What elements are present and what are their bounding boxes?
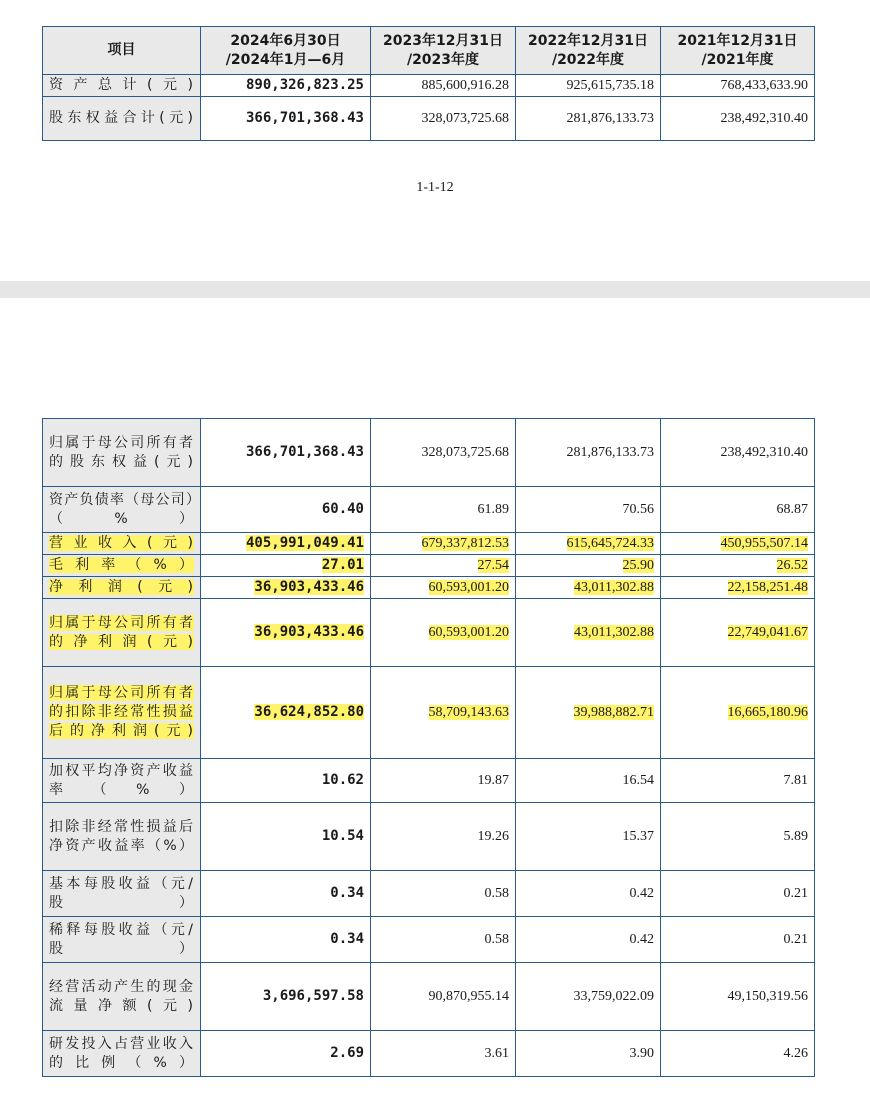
cell-value-text: 3,696,597.58 [262, 988, 364, 1004]
row-label-text: 加权平均净资产收益率（%） [49, 762, 194, 798]
financial-summary-table-top [42, 26, 815, 141]
cell-value: 281,876,133.73 [516, 97, 661, 141]
table-row [43, 803, 815, 871]
header-period: /2023年度 [406, 51, 480, 68]
cell-value-text: 2.69 [330, 1045, 364, 1061]
cell-value [201, 667, 371, 759]
cell-value: 328,073,725.68 [371, 97, 516, 141]
cell-value [371, 917, 516, 963]
cell-value [516, 963, 661, 1031]
cell-value [201, 963, 371, 1031]
table-row [43, 1031, 815, 1077]
header-col-2024 [201, 27, 371, 75]
row-label [43, 419, 201, 487]
table-row [43, 555, 815, 577]
cell-value [516, 419, 661, 487]
cell-value: 366,701,368.43 [201, 97, 371, 141]
cell-value [201, 871, 371, 917]
cell-value-text: 26.52 [776, 558, 808, 573]
cell-value [661, 555, 815, 577]
cell-value [661, 917, 815, 963]
cell-value [661, 667, 815, 759]
header-period: /2022年度 [551, 51, 625, 68]
table-row [43, 577, 815, 599]
cell-value-text: 3.90 [629, 1046, 654, 1061]
cell-value [201, 487, 371, 533]
header-col-2023 [371, 27, 516, 75]
cell-value [371, 599, 516, 667]
cell-value-text: 0.21 [783, 932, 808, 947]
cell-value: 238,492,310.40 [661, 97, 815, 141]
header-date: 2024年6月30日 [230, 32, 341, 49]
row-label [43, 555, 201, 577]
row-label [43, 667, 201, 759]
row-label [43, 1031, 201, 1077]
row-label-text: 净利润(元) [49, 579, 194, 595]
cell-value [516, 803, 661, 871]
cell-value [661, 963, 815, 1031]
cell-value-text: 10.54 [321, 828, 364, 844]
cell-value-text: 281,876,133.73 [566, 445, 654, 460]
cell-value [371, 577, 516, 599]
cell-value-text: 366,701,368.43 [245, 444, 364, 460]
row-label-text: 经营活动产生的现金流量净额(元) [49, 978, 194, 1014]
financial-summary-table-bottom [42, 418, 815, 1077]
header-date: 2023年12月31日 [383, 32, 503, 49]
row-label [43, 963, 201, 1031]
cell-value-text: 60.40 [321, 501, 364, 517]
cell-value-text: 22,749,041.67 [727, 625, 808, 640]
row-label [43, 599, 201, 667]
row-label [43, 917, 201, 963]
cell-value [371, 667, 516, 759]
table-row [43, 599, 815, 667]
cell-value-text: 450,955,507.14 [720, 536, 808, 551]
cell-value [516, 759, 661, 803]
cell-value-text: 16,665,180.96 [727, 705, 808, 720]
row-label-text: 营业收入(元) [49, 535, 194, 551]
cell-value-text: 19.87 [477, 773, 509, 788]
table-row [43, 871, 815, 917]
cell-value [201, 533, 371, 555]
cell-value-text: 70.56 [622, 502, 654, 517]
cell-value-text: 328,073,725.68 [421, 445, 509, 460]
cell-value-text: 4.26 [783, 1046, 808, 1061]
cell-value [661, 533, 815, 555]
document-page-top [0, 0, 870, 281]
cell-value [516, 487, 661, 533]
cell-value [516, 533, 661, 555]
cell-value-text: 68.87 [776, 502, 808, 517]
cell-value-text: 43,011,302.88 [574, 580, 654, 595]
cell-value-text: 3.61 [484, 1046, 509, 1061]
table-row [43, 917, 815, 963]
row-label [43, 871, 201, 917]
cell-value: 925,615,735.18 [516, 75, 661, 97]
row-label-text: 毛利率（%） [49, 557, 194, 573]
cell-value-text: 36,903,433.46 [254, 579, 364, 595]
header-item: 项目 [43, 27, 201, 75]
table-row [43, 487, 815, 533]
table-row [43, 759, 815, 803]
cell-value-text: 0.42 [629, 886, 654, 901]
cell-value [201, 1031, 371, 1077]
table-row [43, 533, 815, 555]
header-period: /2024年1月—6月 [225, 51, 346, 68]
row-label-text: 归属于母公司所有者的净利润(元) [49, 614, 194, 650]
cell-value-text: 0.58 [484, 886, 509, 901]
cell-value [371, 533, 516, 555]
cell-value-text: 60,593,001.20 [428, 580, 509, 595]
cell-value [516, 917, 661, 963]
cell-value-text: 15.37 [622, 829, 654, 844]
cell-value [201, 803, 371, 871]
cell-value-text: 25.90 [622, 558, 654, 573]
row-label-text: 研发投入占营业收入的比例（%） [49, 1035, 194, 1071]
cell-value [661, 759, 815, 803]
cell-value [516, 577, 661, 599]
cell-value-text: 61.89 [477, 502, 509, 517]
cell-value-text: 5.89 [783, 829, 808, 844]
cell-value-text: 19.26 [477, 829, 509, 844]
page-number: 1-1-12 [416, 180, 454, 195]
row-label-text: 基本每股收益（元/股） [49, 875, 194, 911]
cell-value-text: 36,903,433.46 [254, 624, 364, 640]
cell-value [516, 871, 661, 917]
cell-value [201, 577, 371, 599]
cell-value [201, 599, 371, 667]
cell-value [661, 871, 815, 917]
row-label-text: 归属于母公司所有者的股东权益(元) [49, 434, 194, 470]
cell-value [371, 555, 516, 577]
cell-value-text: 7.81 [783, 773, 808, 788]
header-date: 2021年12月31日 [677, 32, 798, 49]
row-label-text: 扣除非经常性损益后净资产收益率（%） [49, 818, 194, 854]
cell-value [371, 963, 516, 1031]
cell-value-text: 22,158,251.48 [727, 580, 808, 595]
cell-value-text: 238,492,310.40 [720, 445, 808, 460]
cell-value [201, 759, 371, 803]
table-row [43, 667, 815, 759]
row-label-text: 归属于母公司所有者的扣除非经常性损益后的净利润(元) [49, 685, 194, 739]
table-row [43, 419, 815, 487]
cell-value-text: 679,337,812.53 [421, 536, 509, 551]
header-period: /2021年度 [701, 51, 774, 68]
cell-value: 890,326,823.25 [201, 75, 371, 97]
row-label [43, 759, 201, 803]
cell-value-text: 16.54 [622, 773, 654, 788]
row-label-text: 资产负债率（母公司）（%） [49, 491, 194, 527]
document-page-bottom [0, 298, 870, 1107]
cell-value [661, 1031, 815, 1077]
cell-value-text: 39,988,882.71 [573, 705, 654, 720]
cell-value [371, 487, 516, 533]
cell-value [371, 1031, 516, 1077]
cell-value [371, 871, 516, 917]
cell-value-text: 0.58 [484, 932, 509, 947]
cell-value [516, 1031, 661, 1077]
cell-value-text: 405,991,049.41 [245, 535, 364, 551]
cell-value [516, 599, 661, 667]
cell-value-text: 0.34 [330, 885, 364, 901]
cell-value-text: 10.62 [321, 772, 364, 788]
cell-value [661, 577, 815, 599]
row-label [43, 803, 201, 871]
cell-value-text: 0.34 [330, 931, 364, 947]
cell-value-text: 90,870,955.14 [428, 989, 509, 1004]
cell-value-text: 60,593,001.20 [428, 625, 509, 640]
cell-value [661, 487, 815, 533]
row-label: 股东权益合计(元) [43, 97, 201, 141]
table-header-row [43, 27, 815, 75]
page-separator [0, 281, 870, 298]
cell-value [516, 555, 661, 577]
cell-value-text: 0.42 [629, 932, 654, 947]
cell-value [371, 419, 516, 487]
cell-value-text: 615,645,724.33 [566, 536, 654, 551]
table-row [43, 963, 815, 1031]
header-col-2021 [661, 27, 815, 75]
cell-value-text: 49,150,319.56 [727, 989, 808, 1004]
cell-value [516, 667, 661, 759]
table-row [43, 75, 815, 97]
cell-value [661, 803, 815, 871]
cell-value-text: 27.54 [477, 558, 509, 573]
row-label-text: 稀释每股收益（元/股） [49, 921, 194, 957]
cell-value-text: 0.21 [783, 886, 808, 901]
header-date: 2022年12月31日 [528, 32, 648, 49]
cell-value [201, 917, 371, 963]
row-label [43, 533, 201, 555]
cell-value-text: 33,759,022.09 [573, 989, 654, 1004]
cell-value: 768,433,633.90 [661, 75, 815, 97]
cell-value-text: 43,011,302.88 [574, 625, 654, 640]
header-col-2022 [516, 27, 661, 75]
cell-value-text: 36,624,852.80 [254, 704, 364, 720]
cell-value [201, 555, 371, 577]
table-row [43, 97, 815, 141]
cell-value-text: 58,709,143.63 [428, 705, 509, 720]
cell-value [201, 419, 371, 487]
cell-value [371, 803, 516, 871]
cell-value-text: 27.01 [321, 557, 364, 573]
row-label [43, 577, 201, 599]
cell-value [661, 419, 815, 487]
cell-value [661, 599, 815, 667]
row-label: 资产总计(元) [43, 75, 201, 97]
cell-value [371, 759, 516, 803]
cell-value: 885,600,916.28 [371, 75, 516, 97]
row-label [43, 487, 201, 533]
